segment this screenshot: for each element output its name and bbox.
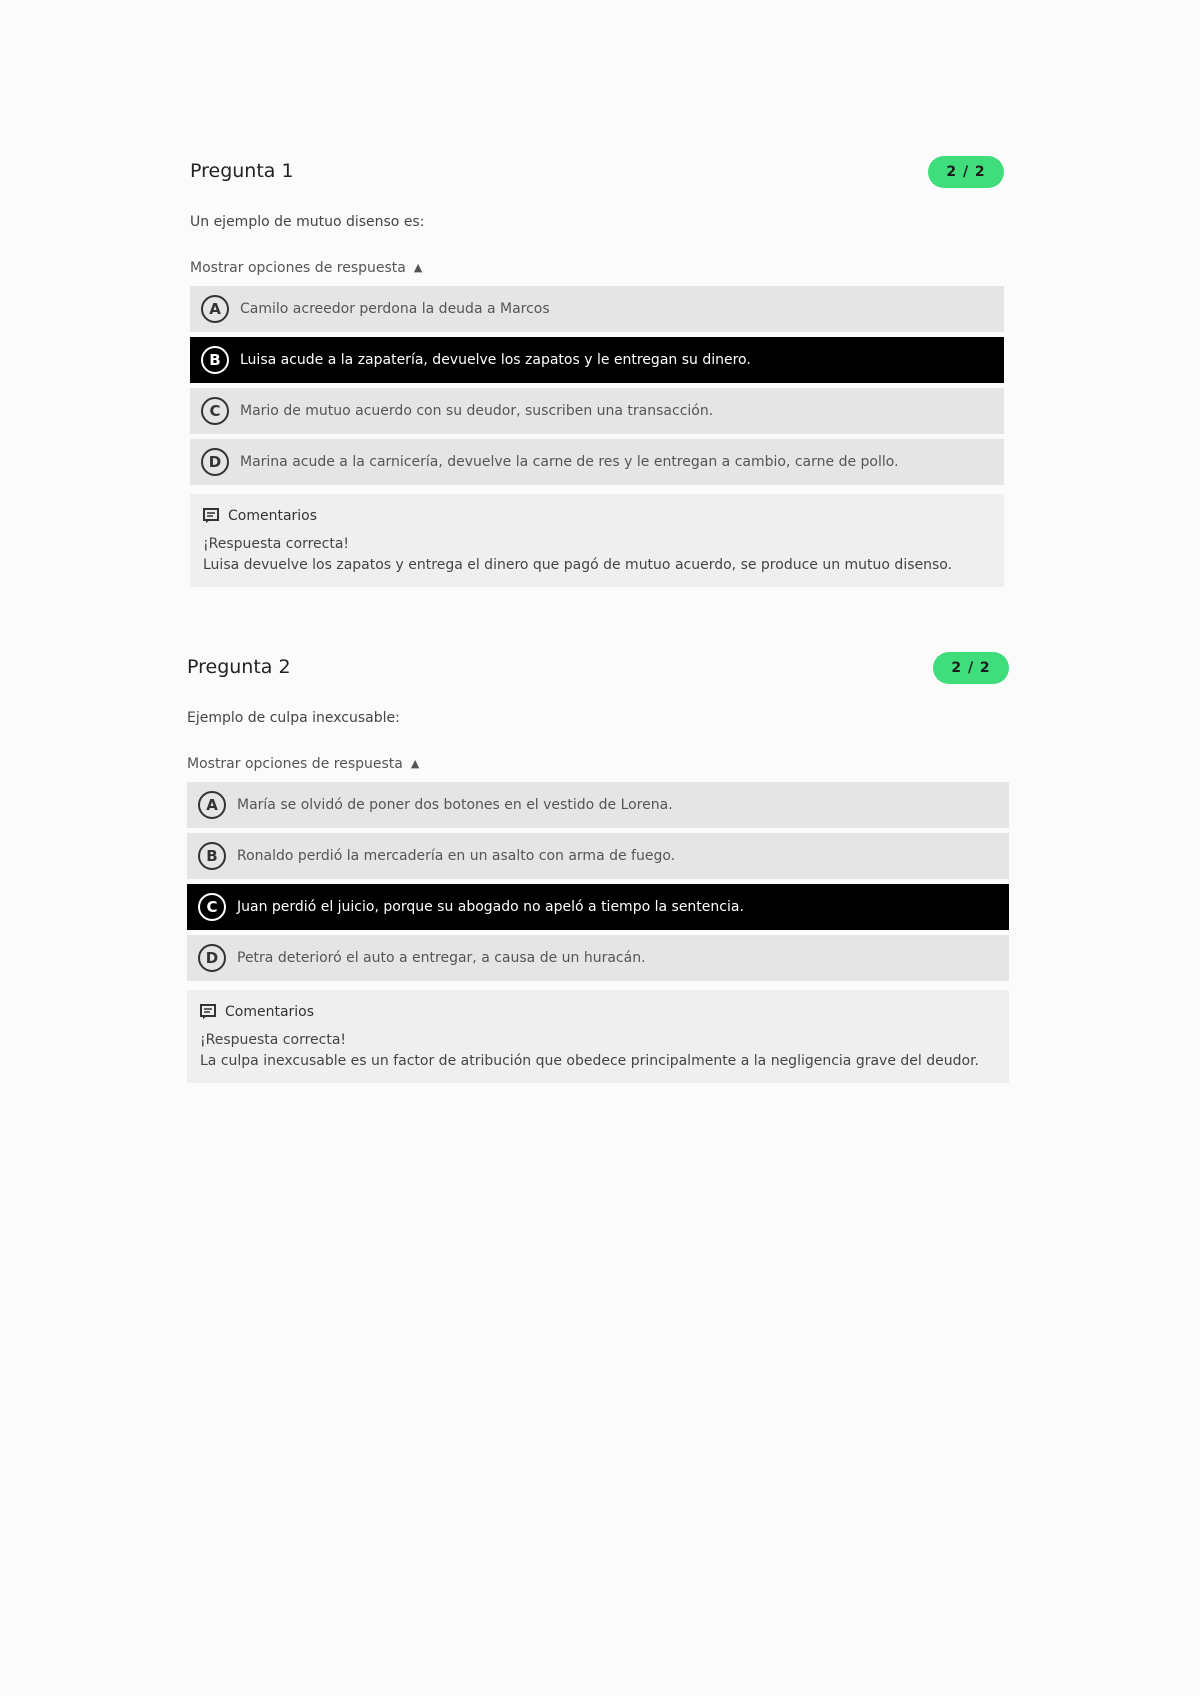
comments-panel: [190, 494, 1004, 587]
option-c[interactable]: [187, 884, 1009, 930]
question-title: Pregunta 1: [190, 160, 294, 182]
toggle-label: Mostrar opciones de respuesta: [190, 260, 406, 276]
chevron-up-icon: ▲: [410, 756, 420, 770]
option-a[interactable]: [187, 782, 1009, 828]
show-options-toggle[interactable]: [187, 756, 419, 772]
option-letter-icon: A: [201, 295, 229, 323]
comment-icon: [200, 1004, 216, 1020]
option-d[interactable]: [187, 935, 1009, 981]
question-header: [187, 652, 1009, 686]
option-d[interactable]: [190, 439, 1004, 485]
option-letter-icon: D: [201, 448, 229, 476]
toggle-label: Mostrar opciones de respuesta: [187, 756, 403, 772]
option-letter-icon: B: [201, 346, 229, 374]
option-text: Petra deterioró el auto a entregar, a causa de un huracán.: [237, 950, 646, 966]
score-badge: 2 / 2: [933, 652, 1009, 684]
comments-status: ¡Respuesta correcta!: [203, 536, 350, 552]
option-a[interactable]: [190, 286, 1004, 332]
comments-label: Comentarios: [225, 1004, 315, 1020]
option-c[interactable]: [190, 388, 1004, 434]
answer-options: [187, 782, 1009, 981]
show-options-toggle[interactable]: [190, 260, 422, 276]
option-letter-icon: B: [198, 842, 226, 870]
option-text: Ronaldo perdió la mercadería en un asalto con arma de fuego.: [237, 848, 676, 864]
question-header: [190, 156, 1004, 190]
option-letter-icon: A: [198, 791, 226, 819]
option-b[interactable]: [190, 337, 1004, 383]
option-letter-icon: D: [198, 944, 226, 972]
option-text: Juan perdió el juicio, porque su abogado no apeló a tiempo la sentencia.: [237, 899, 744, 915]
comments-header: [203, 508, 991, 524]
option-text: Luisa acude a la zapatería, devuelve los zapatos y le entregan su dinero.: [240, 352, 751, 368]
option-text: Mario de mutuo acuerdo con su deudor, suscriben una transacción.: [240, 403, 714, 419]
chevron-up-icon: ▲: [413, 260, 423, 274]
option-b[interactable]: [187, 833, 1009, 879]
question-2: [187, 652, 1009, 1083]
comments-text: La culpa inexcusable es un factor de atribución que obedece principalmente a la negligencia grave del deudor.: [200, 1053, 979, 1069]
option-text: María se olvidó de poner dos botones en el vestido de Lorena.: [237, 797, 673, 813]
question-prompt: Ejemplo de culpa inexcusable:: [187, 710, 400, 726]
score-badge: 2 / 2: [928, 156, 1004, 188]
comment-icon: [203, 508, 219, 524]
question-1: [190, 156, 1004, 587]
option-text: Marina acude a la carnicería, devuelve la carne de res y le entregan a cambio, carne de pollo.: [240, 454, 899, 470]
question-prompt: Un ejemplo de mutuo disenso es:: [190, 214, 425, 230]
option-text: Camilo acreedor perdona la deuda a Marcos: [240, 301, 550, 317]
question-title: Pregunta 2: [187, 656, 291, 678]
comments-panel: [187, 990, 1009, 1083]
answer-options: [190, 286, 1004, 485]
comments-label: Comentarios: [228, 508, 318, 524]
option-letter-icon: C: [198, 893, 226, 921]
option-letter-icon: C: [201, 397, 229, 425]
comments-text: Luisa devuelve los zapatos y entrega el dinero que pagó de mutuo acuerdo, se produce un mutuo disenso.: [203, 557, 953, 573]
comments-header: [200, 1004, 996, 1020]
comments-status: ¡Respuesta correcta!: [200, 1032, 347, 1048]
